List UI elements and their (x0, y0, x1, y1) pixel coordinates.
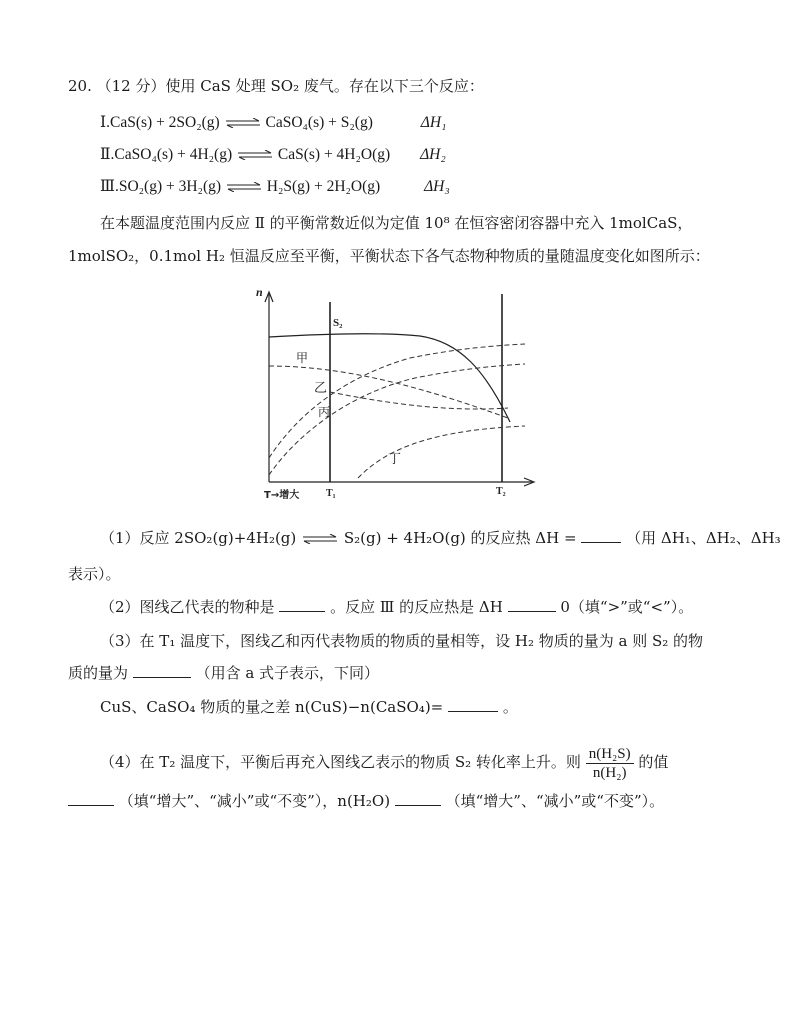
equilibrium-arrow-icon (303, 534, 337, 544)
q3-line-1: （3）在 T₁ 温度下，图线乙和丙代表物质的物质的量相等，设 H₂ 物质的量为 a 则 S₂ 的物 (100, 632, 704, 650)
q2-species-blank[interactable] (279, 597, 325, 612)
q2-text-c: 0（填“>”或“<”）。 (560, 598, 694, 616)
reaction-2-dh: ΔH₂ (420, 146, 446, 163)
q1-text-a: （1）反应 2SO₂(g)+4H₂(g) (100, 529, 297, 547)
q1-line (100, 528, 781, 548)
q2-line (100, 597, 693, 617)
q4-text-d: （填“增大”、“减小”或“不变”）。 (445, 792, 665, 810)
intro-line-2: 1molSO₂，0.1mol H₂ 恒温反应至平衡，平衡状态下各气态物种物质的量随温度变化如图所示： (68, 247, 710, 265)
curve-ding (358, 426, 525, 478)
q2-text-b: 。反应 Ⅲ 的反应热是 ΔH (330, 598, 503, 616)
q3-difference-blank[interactable] (448, 697, 498, 712)
reaction-1-right: CaSO₄(s) + S₂(g) (265, 114, 373, 131)
q2-sign-blank[interactable] (508, 597, 556, 612)
q3-text-c: （用含 a 式子表示，下同） (195, 664, 380, 682)
curve-bing-descending (330, 392, 508, 409)
intro-line-1: 在本题温度范围内反应 Ⅱ 的平衡常数近似为定值 10⁸ 在恒容密闭容器中充入 1molCaS， (100, 214, 693, 232)
q1-text-c: （用 ΔH₁、ΔH₂、ΔH₃ (626, 529, 781, 547)
curve-jia (269, 366, 508, 418)
q4-text-c: （填“增大”、“减小”或“不变”），n(H₂O) (118, 792, 391, 810)
q4-fraction-denominator: n(H₂) (592, 764, 627, 781)
t2-label: T₂ (496, 486, 506, 497)
q1-line-2: 表示）。 (68, 565, 121, 583)
reaction-1-dh: ΔH₁ (420, 114, 447, 131)
temperature-curves-figure (240, 280, 540, 510)
equilibrium-arrow-icon (238, 150, 272, 160)
reaction-1 (100, 113, 446, 133)
q4-ratio-blank[interactable] (68, 791, 114, 806)
equilibrium-arrow-icon (226, 118, 260, 128)
q3-line-2 (68, 663, 379, 683)
q1-text-b: S₂(g) + 4H₂O(g) 的反应热 ΔH = (343, 529, 577, 547)
q4-h2o-blank[interactable] (395, 791, 441, 806)
q3-line-3 (100, 697, 518, 717)
q1-answer-blank[interactable] (581, 528, 621, 543)
reaction-3 (100, 177, 450, 197)
equilibrium-arrow-icon (227, 182, 261, 192)
y-axis-label: n (256, 285, 263, 299)
label-yi: 乙 (314, 381, 328, 396)
label-ding: 丁 (388, 452, 402, 467)
q4-text-a: （4）在 T₂ 温度下，平衡后再充入图线乙表示的物质 S₂ 转化率上升。则 (100, 753, 581, 771)
reaction-1-left: Ⅰ.CaS(s) + 2SO₂(g) (100, 114, 220, 131)
question-header-text: （12 分）使用 CaS 处理 SO₂ 废气。存在以下三个反应： (96, 77, 484, 95)
q3-text-e: 。 (502, 698, 518, 716)
q4-line-1 (100, 742, 668, 782)
q3-s2-blank[interactable] (133, 663, 191, 678)
label-jia: 甲 (296, 351, 309, 365)
reaction-2-right: CaS(s) + 4H₂O(g) (277, 146, 391, 163)
reaction-2 (100, 145, 446, 165)
label-s2: S₂ (333, 317, 343, 329)
question-header (68, 76, 484, 96)
q4-line-2 (68, 791, 664, 811)
q4-text-b: 的值 (638, 753, 669, 771)
reaction-3-left: Ⅲ.SO₂(g) + 3H₂(g) (100, 178, 222, 195)
q3-text-b: 质的量为 (68, 664, 129, 682)
question-number: 20. (68, 77, 92, 95)
q2-text-a: （2）图线乙代表的物种是 (100, 598, 275, 616)
reaction-3-right: H₂S(g) + 2H₂O(g) (266, 178, 381, 195)
reaction-3-dh: ΔH₃ (424, 178, 450, 195)
x-axis-label: T→增大 (264, 490, 300, 501)
q4-ratio-fraction (586, 745, 634, 782)
t1-label: T₁ (326, 488, 336, 499)
q4-fraction-numerator: n(H₂S) (586, 745, 634, 764)
label-bing: 丙 (318, 405, 331, 419)
reaction-2-left: Ⅱ.CaSO₄(s) + 4H₂(g) (100, 146, 233, 163)
q3-text-d: CuS、CaSO₄ 物质的量之差 n(CuS)−n(CaSO₄)= (100, 698, 444, 716)
